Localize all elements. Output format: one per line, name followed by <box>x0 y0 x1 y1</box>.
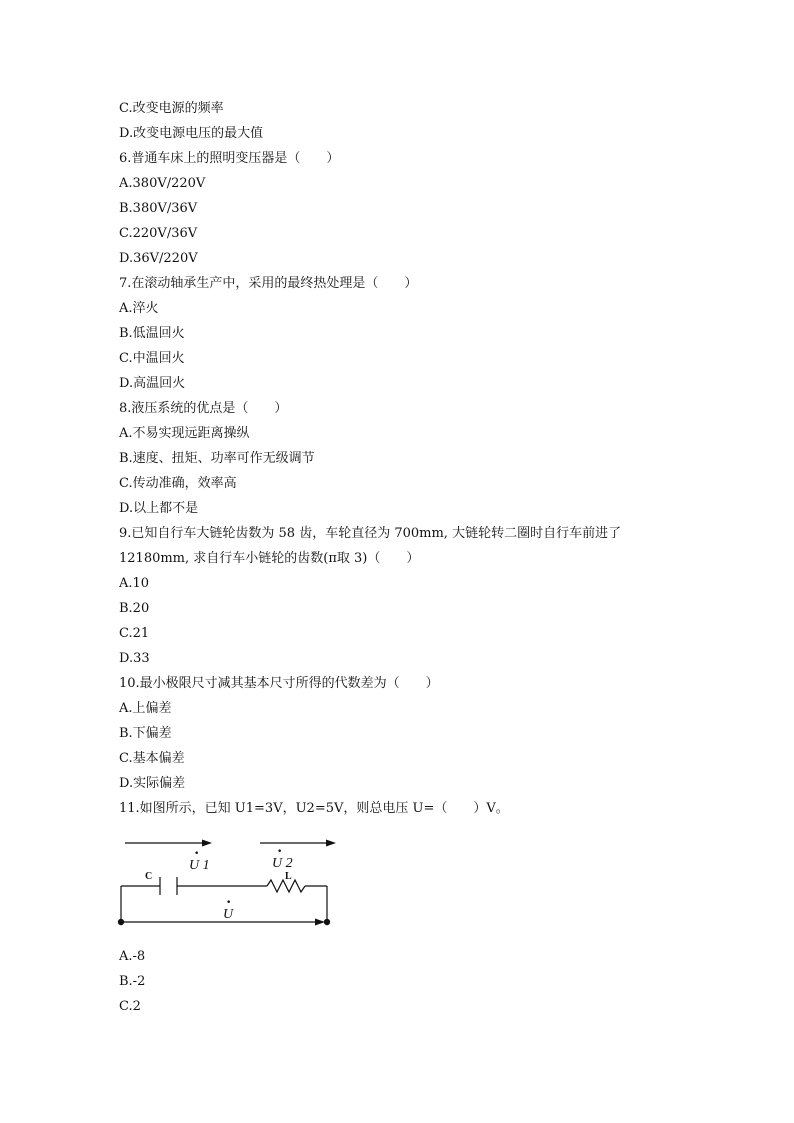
question-7: 7.在滚动轴承生产中，采用的最终热处理是（ ） <box>119 276 418 291</box>
option-line: D.以上都不是 <box>119 501 199 516</box>
dot-u1: · <box>194 845 200 862</box>
question-11: 11.如图所示，已知 U1=3V，U2=5V，则总电压 U=（ ）V。 <box>119 801 509 816</box>
option-line: D.高温回火 <box>119 376 186 391</box>
option-line: B.20 <box>119 601 150 616</box>
option-line: A.-8 <box>119 949 146 964</box>
arrow-u <box>315 919 325 926</box>
question-8: 8.液压系统的优点是（ ） <box>119 401 288 416</box>
question-6: 6.普通车床上的照明变压器是（ ） <box>119 151 340 166</box>
terminal-left <box>118 919 124 925</box>
option-line: C.中温回火 <box>119 351 185 366</box>
arrow-u2 <box>260 840 336 847</box>
option-line: A.淬火 <box>119 301 159 316</box>
option-line: C.220V/36V <box>119 226 198 241</box>
option-line: A.380V/220V <box>119 176 206 191</box>
option-line: A.10 <box>119 576 150 591</box>
option-line: D.33 <box>119 651 150 666</box>
text-line: C.改变电源的频率 <box>119 101 224 116</box>
dot-u2: · <box>277 843 283 860</box>
label-u2: U 2 <box>272 856 293 871</box>
label-u1: U 1 <box>189 858 210 873</box>
circuit-diagram <box>110 830 350 935</box>
option-line: A.不易实现远距离操纵 <box>119 426 250 441</box>
terminal-right <box>324 919 330 925</box>
option-line: C.传动准确，效率高 <box>119 476 237 491</box>
option-line: D.实际偏差 <box>119 776 186 791</box>
label-l: L <box>285 871 292 882</box>
label-u: U <box>223 907 234 922</box>
option-line: B.下偏差 <box>119 726 172 741</box>
option-line: B.速度、扭矩、功率可作无级调节 <box>119 451 315 466</box>
question-9: 9.已知自行车大链轮齿数为 58 齿，车轮直径为 700mm, 大链轮转二圈时自行车前进了 <box>119 526 622 541</box>
option-line: C.基本偏差 <box>119 751 185 766</box>
option-line: B.低温回火 <box>119 326 185 341</box>
text-line: D.改变电源电压的最大值 <box>119 126 264 141</box>
option-line: C.2 <box>119 999 141 1014</box>
question-10: 10.最小极限尺寸减其基本尺寸所得的代数差为（ ） <box>119 676 439 691</box>
option-line: D.36V/220V <box>119 251 198 266</box>
option-line: C.21 <box>119 626 150 641</box>
option-line: B.380V/36V <box>119 201 198 216</box>
label-c: C <box>145 871 153 882</box>
dot-u: · <box>226 894 232 911</box>
option-line: A.上偏差 <box>119 701 172 716</box>
question-9-cont: 12180mm, 求自行车小链轮的齿数(π取 3)（ ） <box>119 551 420 566</box>
option-line: B.-2 <box>119 974 146 989</box>
